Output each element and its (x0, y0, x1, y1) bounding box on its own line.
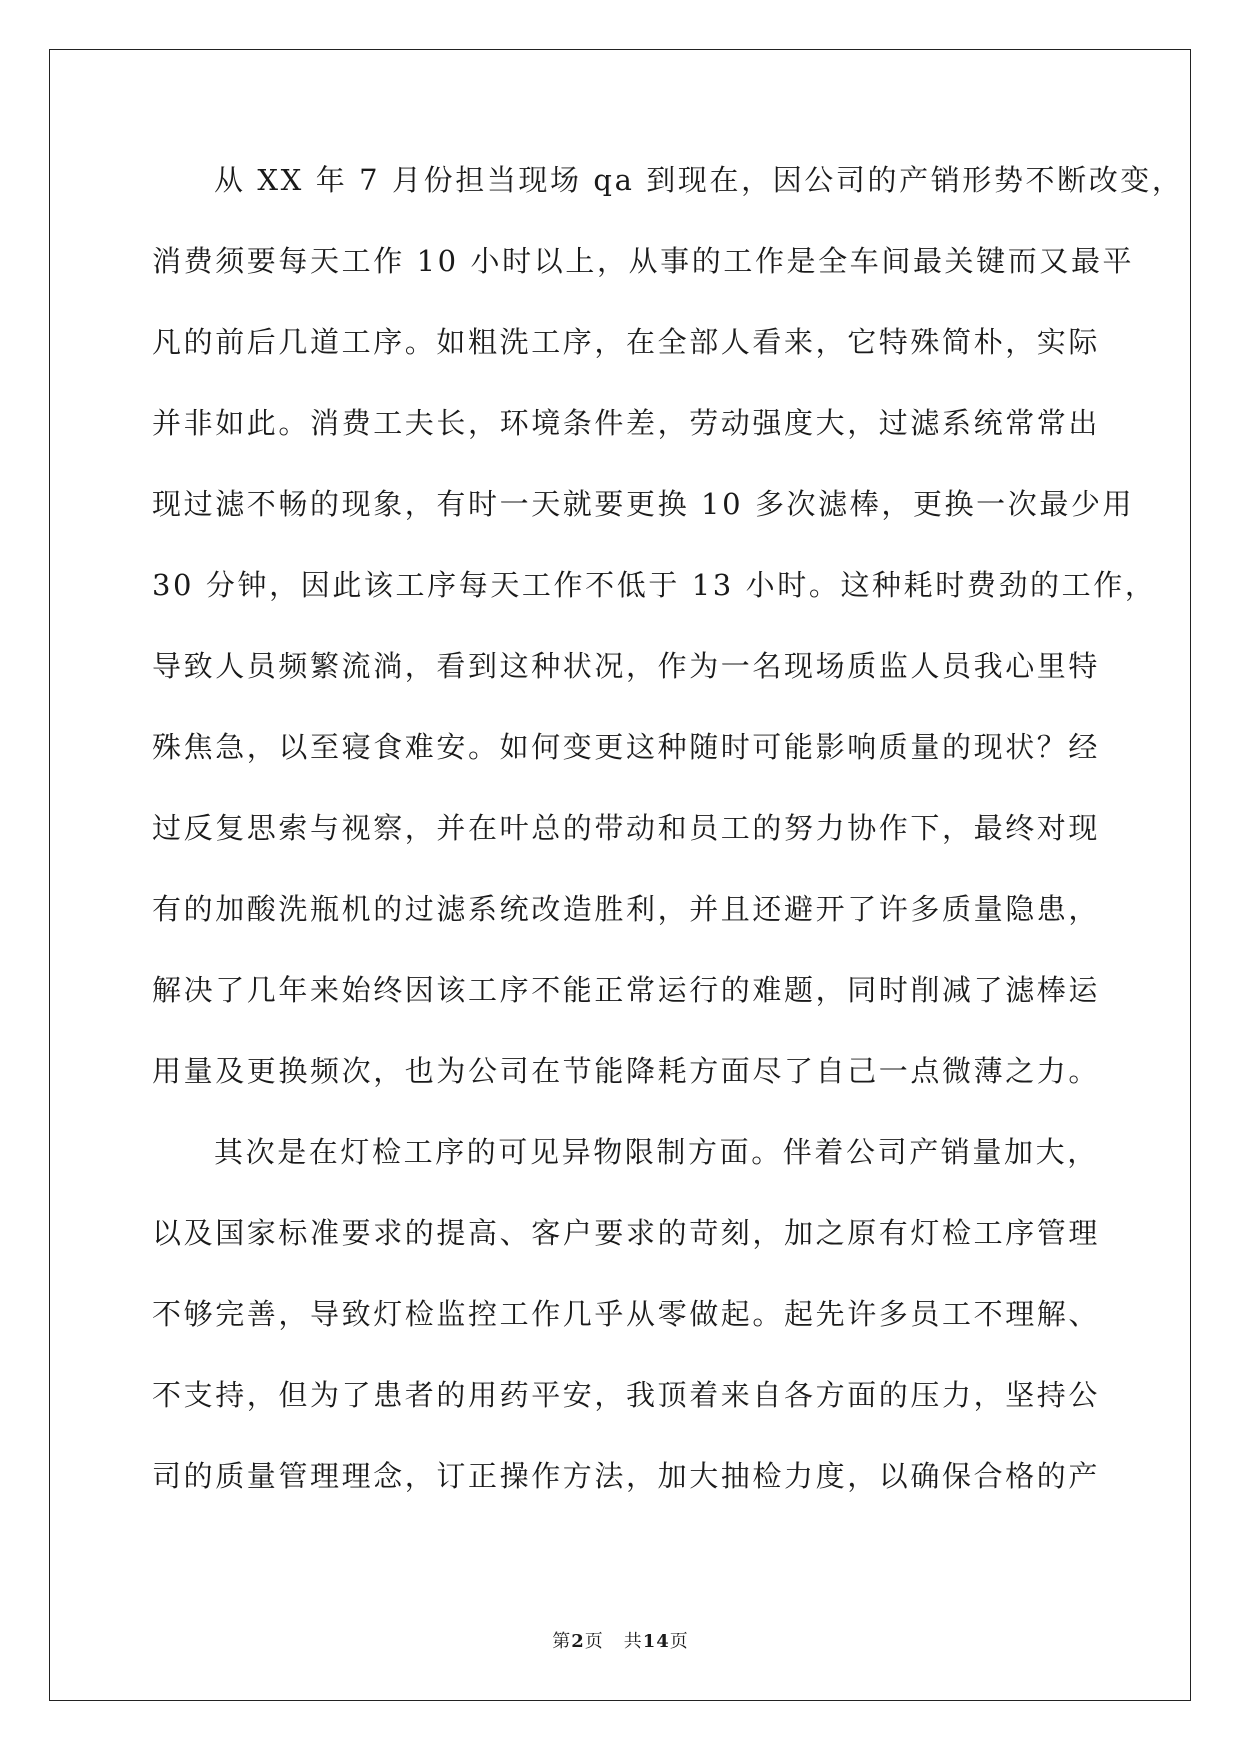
page-current: 2 (571, 1631, 585, 1652)
text-line: 导致人员频繁流淌，看到这种状况，作为一名现场质监人员我心里特 (152, 649, 1101, 683)
page-total: 14 (642, 1631, 670, 1652)
page-footer (0, 1627, 1241, 1653)
text-line: 不够完善，导致灯检监控工作几乎从零做起。起先许多员工不理解、 (152, 1297, 1101, 1331)
page-prefix: 第 (552, 1631, 572, 1652)
document-body (152, 160, 1184, 1537)
text-line: 从 XX 年 7 月份担当现场 qa 到现在，因公司的产销形势不断改变， (214, 163, 1184, 197)
text-line: 消费须要每天工作 10 小时以上，从事的工作是全车间最关键而又最平 (152, 244, 1135, 278)
text-line: 不支持，但为了患者的用药平安，我顶着来自各方面的压力，坚持公 (152, 1378, 1101, 1412)
text-line: 司的质量管理理念，订正操作方法，加大抽检力度，以确保合格的产 (152, 1459, 1101, 1493)
page-suffix: 页 (584, 1631, 604, 1652)
total-suffix: 页 (669, 1631, 689, 1652)
text-line: 凡的前后几道工序。如粗洗工序，在全部人看来，它特殊简朴，实际 (152, 325, 1101, 359)
text-line: 现过滤不畅的现象，有时一天就要更换 10 多次滤棒，更换一次最少用 (152, 487, 1135, 521)
text-line: 过反复思索与视察，并在叶总的带动和员工的努力协作下，最终对现 (152, 811, 1101, 845)
text-line: 有的加酸洗瓶机的过滤系统改造胜利，并且还避开了许多质量隐患， (152, 892, 1101, 926)
text-line: 以及国家标准要求的提高、客户要求的苛刻，加之原有灯检工序管理 (152, 1216, 1101, 1250)
text-line: 并非如此。消费工夫长，环境条件差，劳动强度大，过滤系统常常出 (152, 406, 1101, 440)
text-line: 殊焦急，以至寝食难安。如何变更这种随时可能影响质量的现状？经 (152, 730, 1101, 764)
text-line: 用量及更换频次，也为公司在节能降耗方面尽了自己一点微薄之力。 (152, 1054, 1101, 1088)
text-line: 其次是在灯检工序的可见异物限制方面。伴着公司产销量加大， (214, 1135, 1099, 1169)
text-line: 解决了几年来始终因该工序不能正常运行的难题，同时削减了滤棒运 (152, 973, 1101, 1007)
text-line: 30 分钟，因此该工序每天工作不低于 13 小时。这种耗时费劲的工作， (152, 568, 1157, 602)
total-prefix: 共 (623, 1631, 643, 1652)
